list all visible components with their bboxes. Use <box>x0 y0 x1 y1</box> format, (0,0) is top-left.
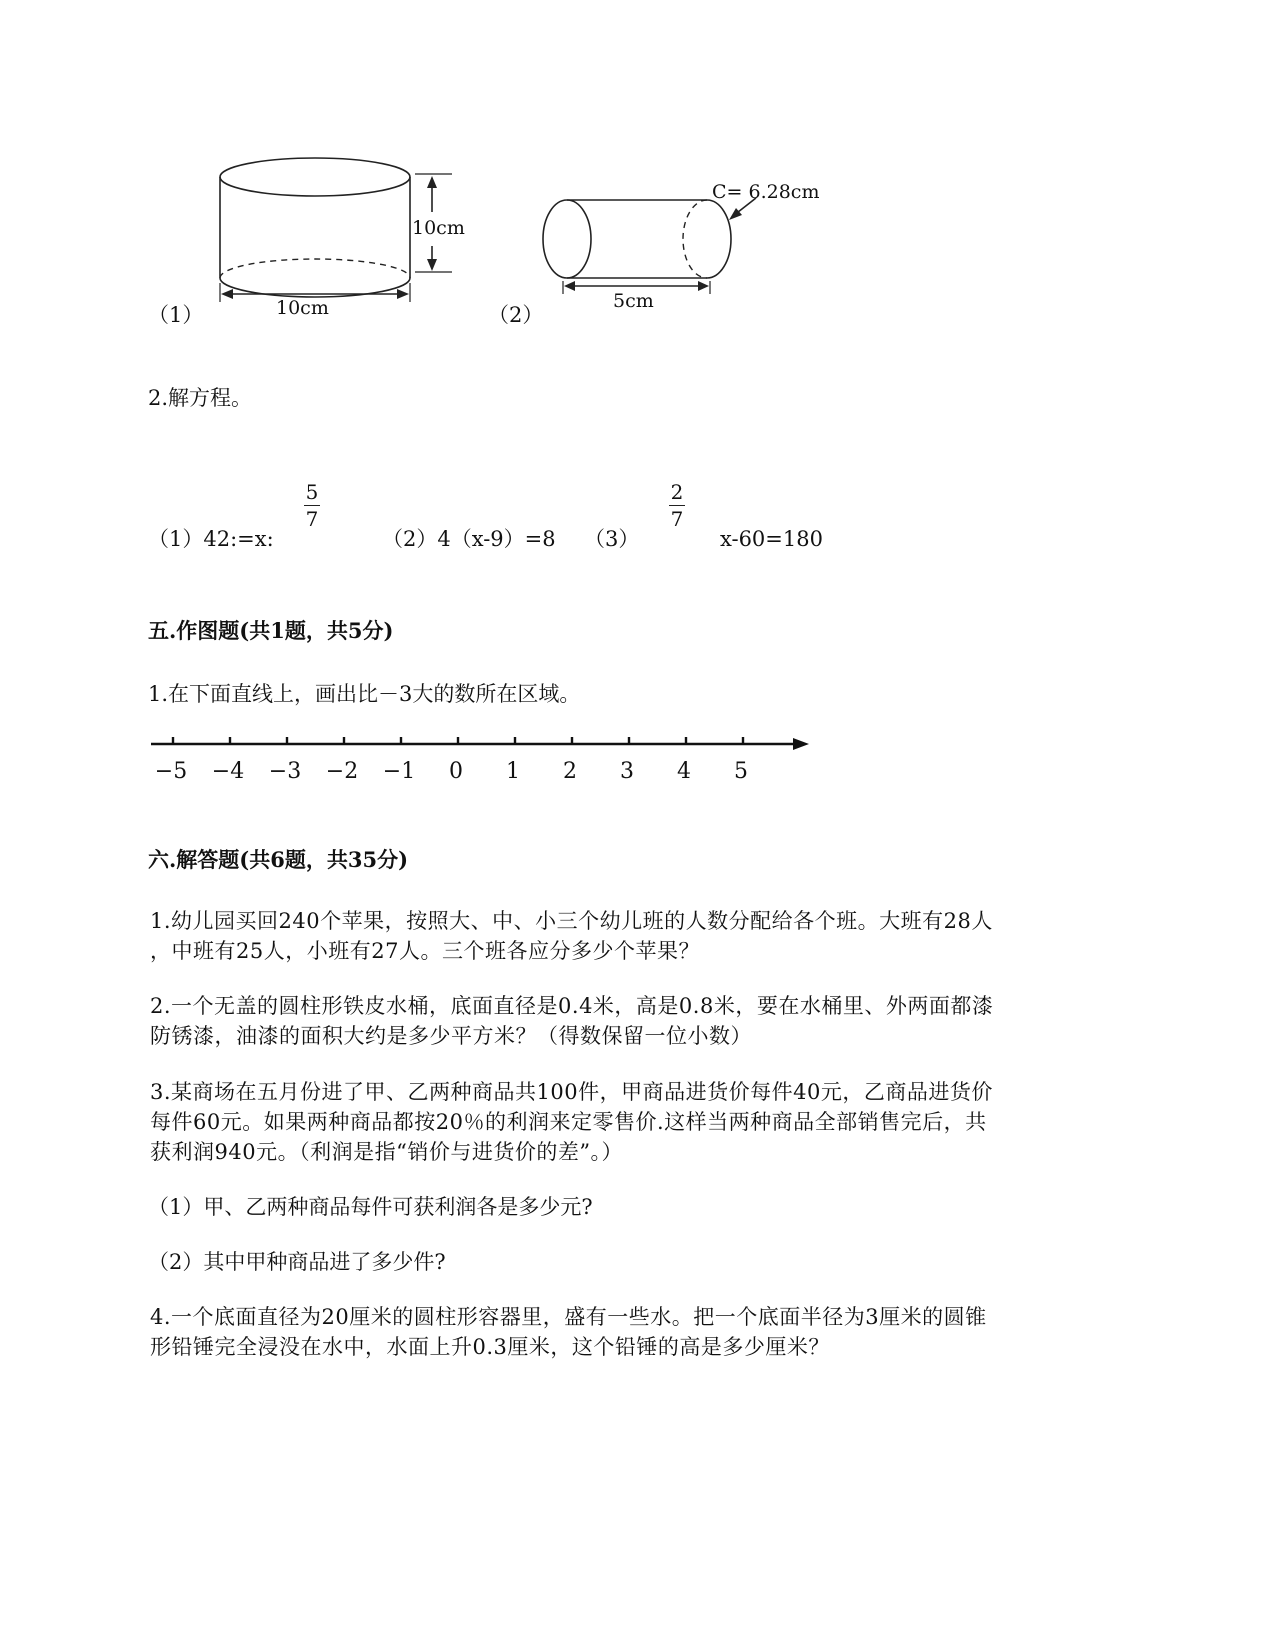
figure2-label: （2） <box>488 303 544 327</box>
cylinder-right-back-dashed <box>683 200 707 278</box>
circumference-label: C= 6.28cm <box>712 181 820 203</box>
number-line-label: 0 <box>449 759 463 784</box>
fraction-denominator: 7 <box>670 507 684 531</box>
section5-heading: 五.作图题(共1题，共5分) <box>148 618 394 643</box>
question-4-line-1: 4.一个底面直径为20厘米的圆柱形容器里，盛有一些水。把一个底面半径为3厘米的圆锥 <box>150 1305 987 1329</box>
question-1 <box>150 906 1110 966</box>
equation-1: （1）42:=x: <box>148 527 274 551</box>
question-3-line-2: 每件60元。如果两种商品都按20％的利润来定零售价.这样当两种商品全部销售完后，共 <box>150 1110 987 1134</box>
equation-3-fraction <box>665 481 689 530</box>
equation-3-label: （3） <box>584 527 640 551</box>
number-line-label: 3 <box>620 759 634 784</box>
number-line-label: −2 <box>325 759 359 784</box>
question-4 <box>150 1302 1110 1362</box>
height-label: 10cm <box>412 217 465 239</box>
number-line-label: −1 <box>382 759 416 784</box>
number-line <box>145 728 825 788</box>
diameter-label: 10cm <box>276 297 329 319</box>
lying-cylinder-figure <box>530 170 830 320</box>
question-4-line-2: 形铅锤完全浸没在水中，水面上升0.3厘米，这个铅锤的高是多少厘米？ <box>150 1335 830 1359</box>
equation-1-fraction <box>300 481 324 530</box>
fraction-denominator: 7 <box>305 507 319 531</box>
upright-cylinder-figure <box>200 150 480 330</box>
number-line-label: −3 <box>268 759 302 784</box>
number-line-label: −4 <box>211 759 245 784</box>
number-line-label: 4 <box>677 759 691 784</box>
equation-3-tail: x-60=180 <box>720 527 823 551</box>
fraction-numerator: 5 <box>305 480 319 504</box>
number-line-label: 5 <box>734 759 748 784</box>
cylinder-right-front <box>707 200 731 278</box>
equations-heading: 2.解方程。 <box>148 386 253 410</box>
cylinder-bottom-back-dashed <box>220 259 410 278</box>
question-1-line-2: ，中班有25人，小班有27人。三个班各应分多少个苹果？ <box>150 939 700 963</box>
length-label: 5cm <box>613 290 654 312</box>
question-3-sub-1: （1）甲、乙两种商品每件可获利润各是多少元? <box>148 1195 593 1219</box>
number-line-label: 2 <box>563 759 577 784</box>
question-2-line-1: 2.一个无盖的圆柱形铁皮水桶，底面直径是0.4米，高是0.8米，要在水桶里、外两面都漆 <box>150 994 994 1018</box>
section5-question-1: 1.在下面直线上，画出比－3大的数所在区域。 <box>148 682 581 706</box>
cylinder-top-ellipse <box>220 158 410 196</box>
question-3-line-1: 3.某商场在五月份进了甲、乙两种商品共100件，甲商品进货价每件40元，乙商品进货价 <box>150 1080 993 1104</box>
question-3-sub-2: （2）其中甲种商品进了多少件? <box>148 1250 446 1274</box>
number-line-label: 1 <box>506 759 520 784</box>
number-line-label: −5 <box>154 759 188 784</box>
question-2 <box>150 991 1110 1051</box>
figure1-label: （1） <box>148 303 204 327</box>
section6-heading: 六.解答题(共6题，共35分) <box>148 847 409 872</box>
number-line-arrow <box>793 738 809 750</box>
cylinder-left-end <box>543 200 591 278</box>
question-3-line-3: 获利润940元。（利润是指“销价与进货价的差”。） <box>150 1140 624 1164</box>
fraction-numerator: 2 <box>670 480 684 504</box>
question-3 <box>150 1077 1110 1167</box>
question-1-line-1: 1.幼儿园买回240个苹果，按照大、中、小三个幼儿班的人数分配给各个班。大班有28人 <box>150 909 993 933</box>
question-2-line-2: 防锈漆，油漆的面积大约是多少平方米？（得数保留一位小数） <box>150 1024 752 1048</box>
equation-2: （2）4（x-9）=8 <box>382 527 556 551</box>
